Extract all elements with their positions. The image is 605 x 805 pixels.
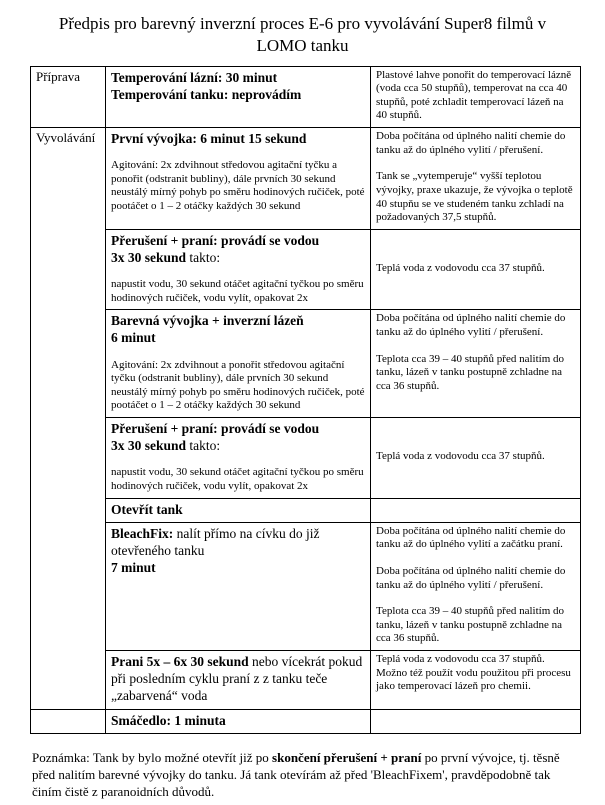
row-otevrit-tank bbox=[31, 498, 581, 522]
note-cell-temperovani bbox=[371, 66, 581, 128]
step-heading-line bbox=[111, 525, 365, 559]
step-body: Agitování: 2x zdvihnout středovou agitační tyčku a ponořit (odstranit bubliny), dále prvních 30 sekund neustálý mírný pohyb po směru hodinových ručiček, poté pootáčet o 1 – 2 otáčky každých 30 sekund bbox=[111, 159, 365, 213]
step-heading-regular: nebo vícekrát pokud při posledním cyklu praní z z tanku teče „zabarvená“ voda bbox=[111, 654, 363, 704]
row-bleachfix bbox=[31, 522, 581, 650]
step-heading-line: Temperování lázní: 30 minut bbox=[111, 69, 278, 85]
step-heading: Smáčedlo: 1 minuta bbox=[111, 712, 226, 728]
step-body: napustit vodu, 30 sekund otáčet agitační tyčkou po směru hodinových ručiček, vodu vylít, opakovat 2x bbox=[111, 466, 364, 492]
note-paragraph: Doba počítána od úplného nalití chemie do tanku až do úplného vylití / přerušení. bbox=[376, 312, 566, 338]
note-paragraph: Teplota cca 39 – 40 stupňů před nalitím do tanku, lázeň v tanku postupně zchladne na cca 36 stupňů. bbox=[376, 352, 565, 392]
step-heading-bold: 3x 30 sekund bbox=[111, 249, 187, 265]
row-prani bbox=[31, 651, 581, 709]
row-preruseni-2 bbox=[31, 418, 581, 499]
row-prvni-vyvojka bbox=[31, 128, 581, 230]
step-body: Agitování: 2x zdvihnout a ponořit středovou agitační tyčku (odstranit bubliny), dále prvních 30 sekund neustálý mírný pohyb po směru hodinových ručiček, poté pootáčet o 1 – 2 otáčky každých 30 sekund bbox=[111, 358, 365, 412]
note-cell-preruseni-1 bbox=[371, 229, 581, 310]
step-heading-regular: takto: bbox=[186, 438, 221, 454]
step-heading bbox=[111, 525, 365, 576]
step-heading bbox=[111, 420, 365, 454]
note-cell-bleachfix bbox=[371, 522, 581, 650]
step-heading bbox=[111, 653, 365, 704]
row-barevna-vyvojka bbox=[31, 310, 581, 418]
step-heading bbox=[111, 312, 365, 346]
step-heading-bold: 3x 30 sekund bbox=[111, 438, 187, 454]
step-heading-line bbox=[111, 249, 365, 266]
phase-cell-vyvolavani: Vyvolávání bbox=[31, 128, 106, 710]
step-heading-line: Temperování tanku: neprovádím bbox=[111, 86, 302, 102]
step-body: napustit vodu, 30 sekund otáčet agitační tyčkou po směru hodinových ručiček, vodu vylít, opakovat 2x bbox=[111, 278, 364, 304]
note-paragraph: Teplá voda z vodovodu cca 37 stupňů. bbox=[376, 261, 545, 274]
step-heading-line: Barevná vývojka + inverzní lázeň bbox=[111, 313, 304, 329]
row-preruseni-1 bbox=[31, 229, 581, 310]
step-heading-line: Přerušení + praní: provádí se vodou bbox=[111, 232, 320, 248]
note-cell-barevna-vyvojka bbox=[371, 310, 581, 418]
phase-cell-priprava: Příprava bbox=[31, 66, 106, 128]
note-paragraph: Teplota cca 39 – 40 stupňů před nalitím do tanku, lázeň v tanku postupně zchladne na cca 36 stupňů. bbox=[376, 605, 565, 645]
step-heading-line: Přerušení + praní: provádí se vodou bbox=[111, 421, 320, 437]
note-cell-prani bbox=[371, 651, 581, 709]
empty-cell bbox=[371, 709, 581, 733]
step-heading-line: 6 minut bbox=[111, 330, 156, 346]
step-heading: Otevřít tank bbox=[111, 501, 183, 517]
step-cell-bleachfix bbox=[106, 522, 371, 650]
step-heading bbox=[111, 232, 365, 266]
step-cell-otevrit-tank bbox=[106, 498, 371, 522]
step-cell-smacedlo bbox=[106, 709, 371, 733]
step-heading-bold: Prani 5x – 6x 30 sekund bbox=[111, 654, 249, 670]
step-heading-bold: BleachFix: bbox=[111, 525, 174, 541]
step-cell-preruseni-2 bbox=[106, 418, 371, 499]
process-table bbox=[30, 66, 581, 734]
footnote-text: po první vývojce, tj. těsně před nalitím barevné vývojky do tanku. Já tank otevírám až před 'BleachFixem', pravděpodobně tak činím čistě z paranoidních důvodů. bbox=[32, 749, 560, 799]
step-heading bbox=[111, 69, 365, 103]
note-cell-prvni-vyvojka bbox=[371, 128, 581, 230]
step-heading-regular: takto: bbox=[186, 249, 221, 265]
note-paragraph: Doba počítána od úplného nalití chemie do tanku až do úplného vylití a začátku praní. bbox=[376, 524, 566, 551]
step-cell-prani bbox=[106, 651, 371, 709]
note-paragraph: Doba počítána od úplného nalití chemie do tanku až do úplného vylití / přerušení. bbox=[376, 130, 566, 156]
note-cell-preruseni-2 bbox=[371, 418, 581, 499]
row-smacedlo bbox=[31, 709, 581, 733]
footnote bbox=[32, 749, 577, 800]
note-paragraph: Plastové lahve ponořit do temperovací lázně (voda cca 50 stupňů), temperovat na cca 40 stupňů, poté zchladit temperovací lázeň na 40 stupňů. bbox=[376, 68, 572, 122]
empty-cell bbox=[31, 709, 106, 733]
step-cell-prvni-vyvojka bbox=[106, 128, 371, 230]
step-heading-regular: nalít přímo na cívku do již otevřeného tanku bbox=[111, 525, 320, 558]
empty-cell bbox=[371, 498, 581, 522]
page-title: Předpis pro barevný inverzní proces E-6 pro vyvolávání Super8 filmů v LOMO tanku bbox=[58, 14, 547, 55]
step-cell-barevna-vyvojka bbox=[106, 310, 371, 418]
note-paragraph: Doba počítána od úplného nalití chemie do tanku až do úplného vylití / přerušení. bbox=[376, 564, 566, 591]
note-paragraph: Tank se „vytemperuje“ vyšší teplotou vývojky, praxe ukazuje, že vývojka o teplotě 40 stupňu se ve studeném tanku zchladí na požadovaných 37,5 stupňů. bbox=[376, 170, 573, 224]
step-cell-temperovani bbox=[106, 66, 371, 128]
step-heading: První vývojka: 6 minut 15 sekund bbox=[111, 131, 307, 146]
footnote-bold-text: skončení přerušení + praní bbox=[272, 749, 422, 765]
step-heading-line bbox=[111, 437, 365, 454]
note-paragraph: Teplá voda z vodovodu cca 37 stupňů. Možno též použít vodu použitou při procesu jako temperovací lázeň pro chemii. bbox=[376, 653, 571, 693]
row-priprava bbox=[31, 66, 581, 128]
step-heading-line: 7 minut bbox=[111, 560, 156, 576]
note-paragraph: Teplá voda z vodovodu cca 37 stupňů. bbox=[376, 450, 545, 463]
footnote-text: Poznámka: Tank by bylo možné otevřít již po bbox=[32, 749, 273, 765]
step-cell-preruseni-1 bbox=[106, 229, 371, 310]
